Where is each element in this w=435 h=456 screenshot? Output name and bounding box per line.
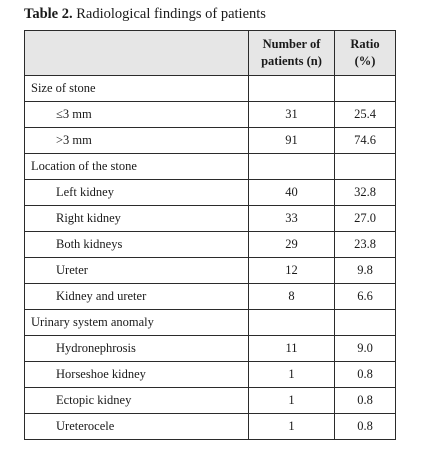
table-caption-text: Radiological findings of patients [72, 6, 266, 22]
header-ratio [335, 31, 396, 76]
table-row [25, 128, 396, 154]
patients-count-cell [249, 76, 335, 102]
table-row [25, 362, 396, 388]
row-label-cell: Horseshoe kidney [25, 362, 249, 388]
table-caption [24, 6, 266, 23]
row-label-cell: Hydronephrosis [25, 336, 249, 362]
table-row [25, 206, 396, 232]
table-row [25, 102, 396, 128]
row-label-cell: ≤3 mm [25, 102, 249, 128]
patients-count-cell: 12 [249, 258, 335, 284]
patients-count-cell: 8 [249, 284, 335, 310]
group-label-cell: Size of stone [25, 76, 249, 102]
patients-count-cell: 1 [249, 414, 335, 440]
row-label-cell: Right kidney [25, 206, 249, 232]
ratio-cell [335, 76, 396, 102]
ratio-cell: 9.0 [335, 336, 396, 362]
table-body [25, 76, 396, 440]
table-row [25, 180, 396, 206]
table-row [25, 232, 396, 258]
ratio-cell: 6.6 [335, 284, 396, 310]
patients-count-cell: 11 [249, 336, 335, 362]
header-number-line2: patients (n) [261, 54, 322, 68]
patients-count-cell [249, 154, 335, 180]
ratio-cell: 25.4 [335, 102, 396, 128]
table-group-row [25, 310, 396, 336]
header-number-of-patients [249, 31, 335, 76]
ratio-cell: 0.8 [335, 388, 396, 414]
group-label-cell: Location of the stone [25, 154, 249, 180]
patients-count-cell: 40 [249, 180, 335, 206]
row-label-cell: Left kidney [25, 180, 249, 206]
table-header-row [25, 31, 396, 76]
ratio-cell [335, 310, 396, 336]
row-label-cell: Both kidneys [25, 232, 249, 258]
row-label-cell: Kidney and ureter [25, 284, 249, 310]
ratio-cell: 0.8 [335, 414, 396, 440]
header-ratio-line2: (%) [354, 54, 376, 68]
table-row [25, 388, 396, 414]
ratio-cell: 32.8 [335, 180, 396, 206]
table-row [25, 414, 396, 440]
row-label-cell: Ureter [25, 258, 249, 284]
table-group-row [25, 76, 396, 102]
group-label-cell: Urinary system anomaly [25, 310, 249, 336]
header-number-line1: Number of [262, 37, 321, 51]
header-blank-cell [25, 31, 249, 76]
patients-count-cell: 1 [249, 388, 335, 414]
ratio-cell [335, 154, 396, 180]
row-label-cell: Ureterocele [25, 414, 249, 440]
patients-count-cell: 33 [249, 206, 335, 232]
findings-table [24, 30, 396, 440]
ratio-cell: 27.0 [335, 206, 396, 232]
row-label-cell: >3 mm [25, 128, 249, 154]
ratio-cell: 23.8 [335, 232, 396, 258]
table-row [25, 336, 396, 362]
table-group-row [25, 154, 396, 180]
ratio-cell: 9.8 [335, 258, 396, 284]
patients-count-cell: 29 [249, 232, 335, 258]
header-ratio-line1: Ratio [350, 37, 380, 51]
table-row [25, 258, 396, 284]
patients-count-cell: 1 [249, 362, 335, 388]
ratio-cell: 0.8 [335, 362, 396, 388]
table-row [25, 284, 396, 310]
patients-count-cell [249, 310, 335, 336]
table-caption-label: Table 2. [24, 6, 73, 22]
patients-count-cell: 31 [249, 102, 335, 128]
ratio-cell: 74.6 [335, 128, 396, 154]
row-label-cell: Ectopic kidney [25, 388, 249, 414]
patients-count-cell: 91 [249, 128, 335, 154]
